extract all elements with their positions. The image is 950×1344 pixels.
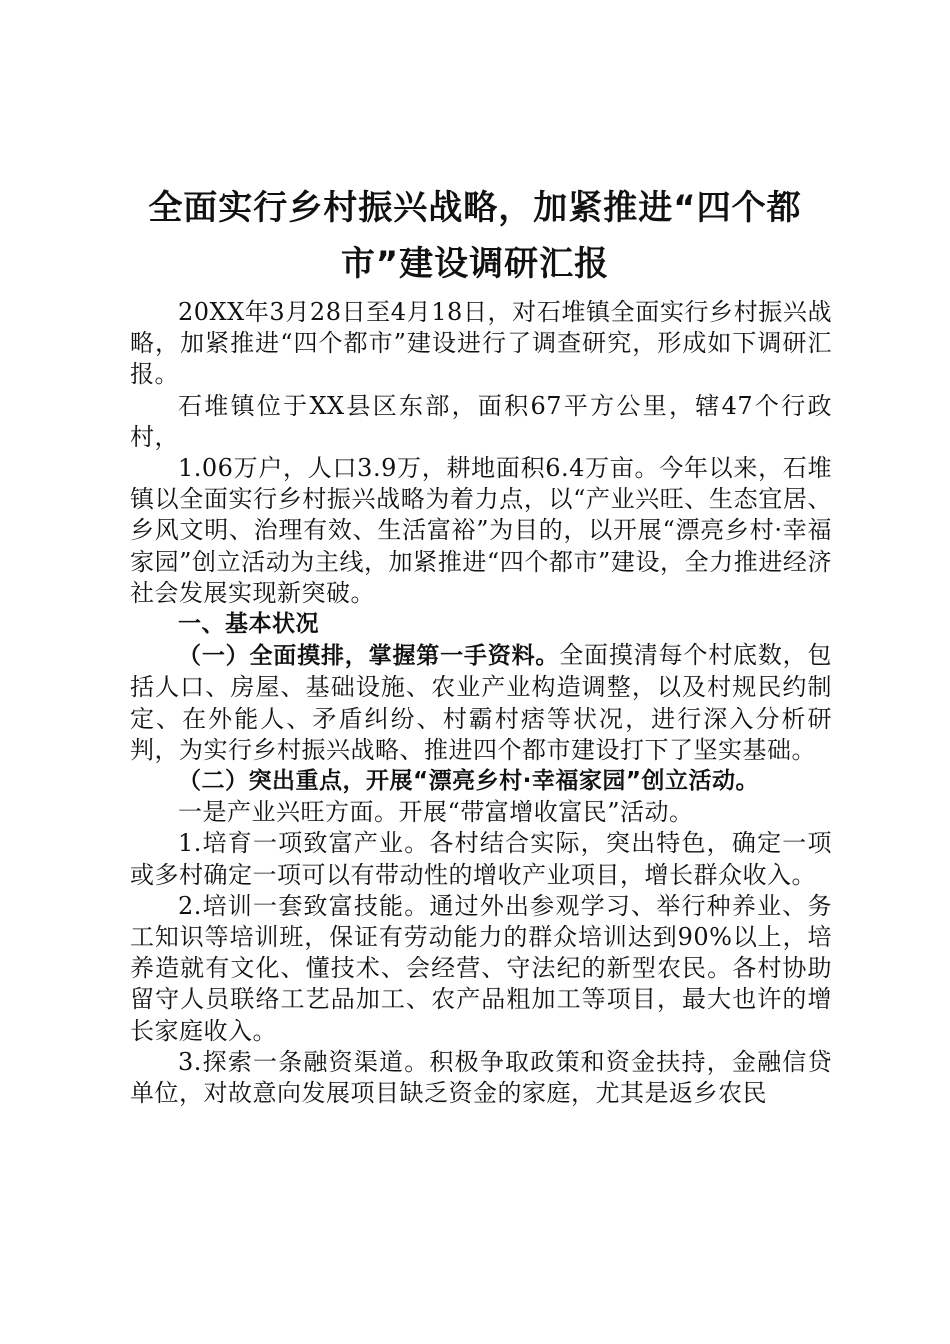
subsection-1-text: 全面摸清每个村底数，包括人口、房屋、基础设施、农业产业构造调整，以及村规民约制定、在外能人、矛盾纠纷、村霸村痞等状况，进行深入分析研判，为实行乡村振兴战略、推进四个都市建设打下了坚实基础。 [130, 641, 833, 764]
document-title [120, 180, 830, 292]
document-body [130, 297, 832, 1109]
location-paragraph: 石堆镇位于XX县区东部，面积67平方公里，辖47个行政村， [130, 391, 832, 451]
subsection-2-heading: （二）突出重点，开展“漂亮乡村·幸福家园”创立活动。 [178, 768, 759, 795]
item-2-paragraph: 2.培训一套致富技能。通过外出参观学习、举行种养业、务工知识等培训班，保证有劳动能力的群众培训达到90%以上，培养造就有文化、懂技术、会经营、守法纪的新型农民。各村协助留守人员联络工艺品加工、农产品粗加工等项目，最大也许的增长家庭收入。 [130, 891, 832, 1045]
subsection-1-heading: （一）全面摸排，掌握第一手资料。 [178, 643, 560, 670]
title-line-1: 全面实行乡村振兴战略，加紧推进“四个都 [148, 188, 802, 228]
item-intro-paragraph: 一是产业兴旺方面。开展“带富增收富民”活动。 [178, 798, 694, 827]
item-1-paragraph: 1.培育一项致富产业。各村结合实际，突出特色，确定一项或多村确定一项可以有带动性的增收产业项目，增长群众收入。 [130, 829, 832, 889]
item-3-paragraph: 3.探索一条融资渠道。积极争取政策和资金扶持，金融信贷单位，对故意向发展项目缺乏资金的家庭，尤其是返乡农民 [130, 1047, 832, 1108]
title-line-2: 市”建设调研汇报 [340, 244, 610, 284]
overview-paragraph: 1.06万户，人口3.9万，耕地面积6.4万亩。今年以来，石堆镇以全面实行乡村振兴战略为着力点，以“产业兴旺、生态宜居、乡风文明、治理有效、生活富裕”为目的，以开展“漂亮乡村·幸福家园”创立活动为主线，加紧推进“四个都市”建设，全力推进经济社会发展实现新突破。 [130, 454, 832, 607]
subsection-1-paragraph [130, 640, 832, 766]
section-heading-basic-situation: 一、基本状况 [178, 611, 319, 638]
intro-paragraph: 20XX年3月28日至4月18日，对石堆镇全面实行乡村振兴战略，加紧推进“四个都市”建设进行了调查研究，形成如下调研汇报。 [130, 298, 832, 389]
